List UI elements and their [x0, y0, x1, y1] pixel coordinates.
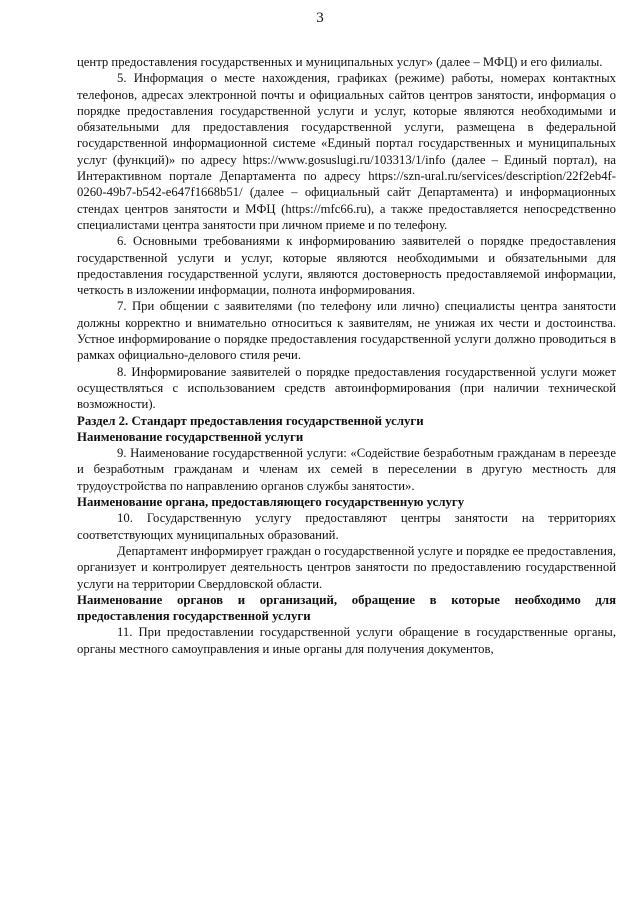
- paragraph-8: 8. Информирование заявителей о порядке предоставления государственной услуги может осуществляться с использованием средств автоинформирования (при наличии технической возможности).: [77, 364, 616, 412]
- heading-providing-organ: Наименование органа, предоставляющего государственную услугу: [77, 495, 465, 510]
- heading-organs-appeal: Наименование органов и организаций, обращение в которые необходимо для предоставления государственной услуги: [77, 592, 616, 624]
- paragraph-6: 6. Основными требованиями к информированию заявителей о порядке предоставления государственной услуги и услуг, которые являются необходимыми и обязательными для предоставления государственной услуги, являются достоверность предоставляемой информации, четкость в изложении информации, полнота информирования.: [77, 234, 616, 298]
- paragraph-9: 9. Наименование государственной услуги: «Содействие безработным гражданам в переезде и безработным гражданам и членам их семей в переселении в другую местность для трудоустройства по направлению органов службы занятости».: [77, 446, 616, 493]
- paragraph-intro: центр предоставления государственных и муниципальных услуг» (далее – МФЦ) и его филиалы.: [77, 55, 603, 69]
- paragraph-11: 11. При предоставлении государственной услуги обращение в государственные органы, органы местного самоуправления и иные органы для получения документов,: [77, 625, 616, 656]
- page-number: 3: [316, 10, 324, 26]
- document-body: [77, 54, 616, 657]
- paragraph-5: 5. Информация о месте нахождения, графиках (режиме) работы, номерах контактных телефонов, адресах электронной почты и официальных сайтов центров занятости, информация о порядке предоставления государственной услуги и услуг, которые являются необходимыми и обязательными для предоставления государственной услуги, размещена в федеральной государственной информационной системе «Единый портал государственных и муниципальных услуг (функций)» по адресу https://www.gosuslugi.ru/103313/1/info (далее – Единый портал), на Интерактивном портале Департамента по адресу https://szn-ural.ru/services/description/22f2eb4f-0260-49b7-b542-e647f1668b51/ (далее – официальный сайт Департамента) и информационных стендах центров занятости и МФЦ (https://mfc66.ru), а также предоставляется непосредственно специалистами центра занятости при личном приеме и по телефону.: [77, 71, 616, 232]
- section-2-title: Раздел 2. Стандарт предоставления государственной услуги: [77, 413, 424, 428]
- heading-service-name: Наименование государственной услуги: [77, 429, 304, 444]
- paragraph-10: 10. Государственную услугу предоставляют центры занятости на территориях соответствующих муниципальных образований.: [77, 511, 616, 542]
- paragraph-7: 7. При общении с заявителями (по телефону или лично) специалисты центра занятости должны корректно и внимательно относиться к заявителям, не унижая их чести и достоинства. Устное информирование о порядке предоставления государственной услуги должно проводиться в рамках официально-делового стиля речи.: [77, 299, 616, 363]
- paragraph-10-continued: Департамент информирует граждан о государственной услуге и порядке ее предоставления, организует и контролирует деятельность центров занятости по предоставлению государственной услуги на территории Свердловской области.: [77, 543, 616, 591]
